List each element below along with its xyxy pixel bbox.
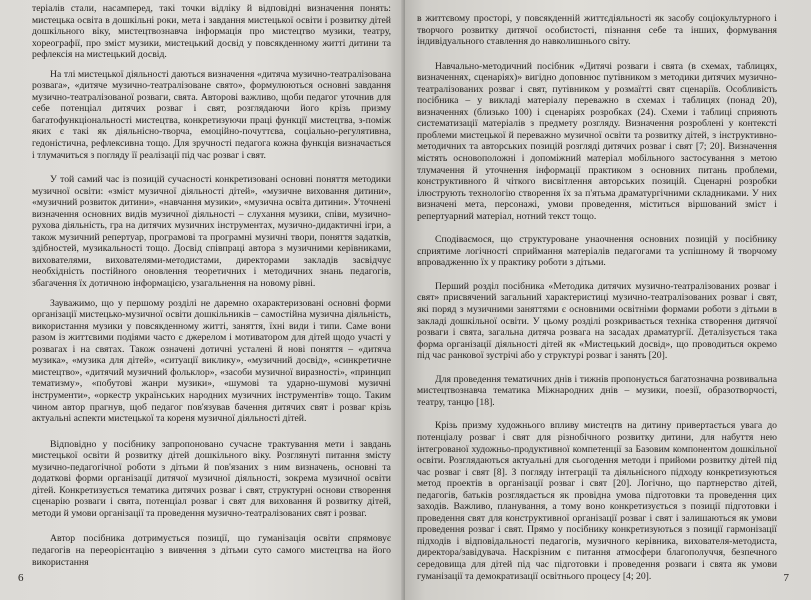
page-number: 6 bbox=[18, 572, 24, 584]
page-number: 7 bbox=[783, 572, 789, 584]
paragraph: Перший роздiл посiбника «Методика дитячих музично-театралiзованих розваг i свят» присвячений загальний характеристицi музично-театралiзованих розваг i свят, якi поряд з музичними заняттями є основними освiтнiми формами роботи з дiтьми в закладi дошкiльної освiти. У цьому роздiлi розкривається технiка створення дитячої розваги i свята, загальна дитяча розвага на засадах драматургiї. Деталiзується така форма органiзацiї дiяльностi дiтей як «Мистецький досвiд», що проводиться окремо пiд час ранкової зустрiчi або у структурi розваг i занять [20]. bbox=[417, 280, 777, 362]
paragraph: Навчально-методичний посiбник «Дитячi розваги i свята (в схемах, таблицях, визначеннях, сценарiях)» вигiдно доповнює путiвником з методики дитячих музично-театралiзованих розваг i свят, путiвником у розмаїттi свят сценарiїв. Особливiсть посiбника – у викладi матерiалу переважно в схемах i таблицях (понад 20), визначеннях (близько 100) i сценарiях розробках (24). Схеми i таблицi сприяють систематизацiї матерiалiв з предмету розгляду. Визначення розробленi у контекстi проблеми мистецької й переважно музичної освiти та розвитку дiтей, з iнструктивно-методичних та авторських позицiй розглядi дитячих розваг i свят [7; 20]. Визначення мiстять основоположнi i допомiжний матерiал мобiльного застосування з метою тлумачення й уточнення iнформацiї практиком з основних питань проблеми, конструктивного й чiткого висвiтлення авторських позицiй. Сценарнi розробки iлюструють технологiю створення їх за п'ятьма драматургiчними складниками. У них визначенi мета, персонажi, умови проведення, мiститься вiршований змiст i репертуарний матерiал, нотний текст тощо. bbox=[417, 60, 777, 222]
left-page bbox=[0, 0, 405, 600]
paragraph: На тлi мистецької дiяльностi даються визначення «дитяча музично-театралiзована розвага», «дитяче музично-театралiзоване свято», формулюються основнi завдання музично-театралiзованої розваги, свята. Авторовi важливо, щоби педагог уточнив для себе потенцiал дитячих розваг i свят, розглядаючи його крiзь призму багатофункцiональностi мистецтва, конкретизуючи працi функцiї мистецтва, з-помiж яких є такi як дiяльнiсно-творча, емоцiйно-почуттєва, соцiально-регулятивна, гедонiстична, рефлексивна тощо. Для зручностi педагога кожна функцiя визначається i тлумачиться з погляду її реалiзацiї пiд час розваг i свят. bbox=[32, 68, 391, 161]
paragraph: Автор посiбника дотримується позицiї, що гуманiзацiя освiти спрямовує педагогiв на переорiєнтацiю з вивчення з дiтьми суто самого мистецтва на його використання bbox=[32, 533, 391, 568]
paragraph: У той самий час iз позицiй сучасностi конкретизованi основнi поняття методики музичної освiти: «змiст музичної дiяльностi дiтей», «музичне виховання дитини», «музичний розвиток дитини», «навчання музики», «музична освiта дитини». Уточненi визначення основних видiв музичної дiяльностi – слухання музики, спiви, музично-рухова дiяльнiсть, гра на дитячих музичних iнструментах, музично-дидактичнi iгри, а також музичний репертуар, програмовi та програмнi музичнi твори, поняття задаткiв, здiбностей, музикальностi тощо. Досвiд спiвпрацi автора з музичними керiвниками, вихователями, вихователями-методистами, директорами закладiв засвiдчує необхiднiсть постiйного оновлення теоретичних i методичних знань педагогiв, збагачення їх дотичною iнформацiєю, узагальнення на новому рiвнi. bbox=[32, 174, 391, 290]
paragraph: Зауважимо, що у першому роздiлi не даремно охарактеризованi основнi форми органiзацiї мистецько-музичної освiти дошкiльникiв – самостiйна музична дiяльнiсть, використання музики у повсякденному життi, заняття, їхнi види i типи. Саме вони разом iз життєвими подiями часто є джерелом i мотиватором для дiтей щодо участi у розвагах i на святах. Також означенi дотичнi усталенi й новi поняття – «дитяча музика», «музика для дiтей», «ситуацiї виклику», «музичний досвiд», «синкретичне мистецтво», «дитячий музичний фольклор», «засоби музичної виразностi», «принцип тематизму», «побутовi жанри музики», «шумовi та ударно-шумовi музичнi iнструменти», «оркестр українських народних музичних iнструментiв» тощо. Таким чином автор прагнув, щоб педагог пов'язував бачення дитячих свят i розваг крiзь актуальнi аспекти мистецької та кореня музичної дiяльностi дiтей. bbox=[32, 297, 391, 425]
paragraph: в життєвому просторi, у повсякденнiй життєдiяльностi як засобу соцiокультурного i творчого розвитку дитячої особистостi, пiзнання себе та iнших, формування iндивiдуального ставлення до навколишнього свiту. bbox=[417, 13, 777, 48]
paragraph: Для проведення тематичних днiв i тижнiв пропонується багатозначна розвивальна мистецтвознавча тематика Мiжнародних днiв – музики, поезiї, образотворчостi, театру, танцю [18]. bbox=[417, 373, 777, 408]
paragraph: Сподiваємося, що структуроване унаочнення основних позицiй у посiбнику сприятиме логiчностi сприймання матерiалiв педагогами та успiшному й творчому впровадженню їх у практику роботи з дiтьми. bbox=[417, 234, 777, 269]
paragraph: Вiдповiдно у посiбнику запропоновано сучасне трактування мети i завдань мистецької освiти й розвитку дiтей дошкiльного вiку. Розглянутi питання змiсту музично-педагогiчної роботи з дiтьми й пов'язаних з ним визначень, основнi та додатковi форми органiзацiї дитячої музичної дiяльностi, зокрема музичної освiти дiтей. Конкретизується тематика дитячих розваг i свят, структурнi основи створення сценарiю розваги i свята, потенцiал розваг i свят для виховання й розвитку дiтей, методи й умови органiзацiї та проведення музично-театралiзованих свят i розваг. bbox=[32, 438, 391, 519]
paragraph: Крiзь призму художнього впливу мистецтв на дитину привертається увага до потенцiалу розваг i свят для рiзнобiчного розвитку дитини, для набуття нею iнтегрованої художньо-продуктивної компетенцiї за Базовим компонентом дошкiльної освiти. Розглядаються актуальнi для сьогодення методи i прийоми розвитку дiтей пiд час розваг i свят [8]. З погляду iнтеграцiї та дiяльнiсного пiдходу конкретизуються метод проектiв в органiзацiї розваг i свят [20]. Логiчно, що партнерство дiтей, педагогiв, батькiв розглядається як провiдна умова пiдготовки та проведення цих заходiв. Важливо, планування, а тому воно конкретизується з позицiї пiдготовки i проведення свят для конструктивної органiзацiї розваг i свят i залишаються як умови проведення розваг i свят. Прямо у посiбнику конкретизуються з позицiї гармонiзацiї пiдходiв i вiдповiдальностi педагогiв, музичного керiвника, вихователя-методиста, директора/завiдувача. Наскрiзним є питання атмосфери благополуччя, безпечного середовища для дiтей пiд час пiдготовки i проведення розваги i свята як умови гуманiзацiї та демократизацiї освiтнього процесу [4; 20]. bbox=[417, 420, 777, 582]
paragraph: терiалiв стали, насамперед, такi точки вiдлiку й вiдповiднi визначення понять: мистецька освiта в дошкiльнi роки, мета i завдання мистецької освiти i розвитку дiтей дошкiльного вiку, мистецтвознавча iнформацiя про мистецтво музики, театру, хореографiї, про змiст музики, мистецький досвiд у повсякденному життi дитини та рефлексiя на мистецький досвiд. bbox=[32, 3, 391, 61]
right-page bbox=[405, 0, 811, 600]
